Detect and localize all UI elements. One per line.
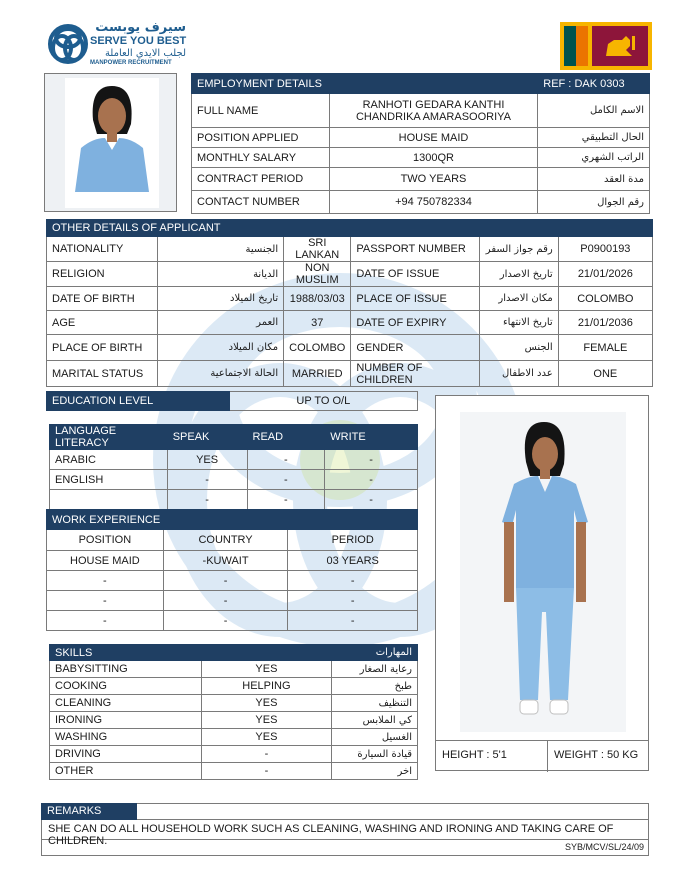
employment-value: RANHOTI GEDARA KANTHI CHANDRIKA AMARASOORIYA: [329, 94, 538, 128]
work-period: -: [288, 611, 418, 631]
detail-value: NON MUSLIM: [284, 262, 351, 287]
remarks-section: [41, 803, 649, 856]
document-code: SYB/MCV/SL/24/09: [41, 840, 649, 856]
details-row: [47, 237, 653, 262]
skill-name: CLEANING: [50, 695, 202, 712]
employment-value: 1300QR: [329, 148, 538, 168]
work-column-header: COUNTRY: [163, 530, 288, 551]
skill-name: COOKING: [50, 678, 202, 695]
work-country: -: [163, 611, 288, 631]
work-position: -: [47, 571, 164, 591]
details-row: [47, 361, 653, 387]
skill-value: YES: [201, 712, 332, 729]
detail-arabic: مكان الاصدار: [479, 287, 558, 311]
language-header: SPEAK: [167, 425, 247, 450]
language-row: [50, 470, 418, 490]
employment-label: MONTHLY SALARY: [192, 148, 330, 168]
work-position: HOUSE MAID: [47, 551, 164, 571]
detail-label: PASSPORT NUMBER: [351, 237, 479, 262]
brand-name: SERVE YOU BEST: [90, 35, 187, 47]
work-row: [47, 611, 418, 631]
employment-arabic-label: رقم الجوال: [538, 191, 650, 214]
work-country: -: [163, 591, 288, 611]
skill-value: -: [201, 763, 332, 780]
employment-row-salary: [192, 148, 650, 168]
details-row: [47, 287, 653, 311]
employment-value: HOUSE MAID: [329, 128, 538, 148]
employment-details-table: [191, 73, 650, 214]
detail-label: DATE OF BIRTH: [47, 287, 158, 311]
detail-arabic: الديانة: [158, 262, 284, 287]
detail-label: PLACE OF ISSUE: [351, 287, 479, 311]
language-row: [50, 450, 418, 470]
detail-value: ONE: [558, 361, 652, 387]
full-body-figure-icon: [460, 412, 626, 732]
skill-row: [50, 746, 418, 763]
detail-value: FEMALE: [558, 335, 652, 361]
detail-arabic: تاريخ الميلاد: [158, 287, 284, 311]
language-speak: -: [167, 470, 247, 490]
work-country: -KUWAIT: [163, 551, 288, 571]
skill-value: -: [201, 746, 332, 763]
ref-value: DAK 0303: [574, 77, 625, 90]
language-header: READ: [247, 425, 325, 450]
employment-label: POSITION APPLIED: [192, 128, 330, 148]
education-table: [46, 391, 418, 411]
language-write: -: [325, 450, 418, 470]
language-write: -: [325, 490, 418, 510]
skill-arabic: رعاية الصغار: [332, 661, 418, 678]
work-experience-table: [46, 509, 418, 631]
brand-sub: MANPOWER RECRUITMENT: [90, 60, 172, 66]
work-row: [47, 591, 418, 611]
employment-label: CONTACT NUMBER: [192, 191, 330, 214]
detail-label: MARITAL STATUS: [47, 361, 158, 387]
weight-label: WEIGHT : 50 KG: [554, 749, 639, 761]
employment-row-contact: [192, 191, 650, 214]
employment-value: TWO YEARS: [329, 168, 538, 191]
applicant-portrait-photo: [44, 73, 177, 212]
skill-name: IRONING: [50, 712, 202, 729]
skill-arabic: اخر: [332, 763, 418, 780]
applicant-full-body-photo: [435, 395, 649, 771]
skill-row: [50, 661, 418, 678]
other-details-header: OTHER DETAILS OF APPLICANT: [47, 220, 351, 237]
detail-label: PLACE OF BIRTH: [47, 335, 158, 361]
detail-value: 21/01/2026: [558, 262, 652, 287]
ref-cell: [538, 74, 650, 94]
skill-row: [50, 695, 418, 712]
work-column-header: PERIOD: [288, 530, 418, 551]
detail-arabic: تاريخ الانتهاء: [479, 311, 558, 335]
work-row: [47, 551, 418, 571]
language-read: -: [247, 490, 325, 510]
brand-arabic-sub: لجلب الايدي العاملة: [104, 48, 186, 59]
employment-row-contract: [192, 168, 650, 191]
employment-value: +94 750782334: [329, 191, 538, 214]
work-position: -: [47, 611, 164, 631]
skill-value: HELPING: [201, 678, 332, 695]
work-period: -: [288, 571, 418, 591]
detail-arabic: رقم جواز السفر: [479, 237, 558, 262]
language-row: [50, 490, 418, 510]
skill-name: BABYSITTING: [50, 661, 202, 678]
detail-arabic: العمر: [158, 311, 284, 335]
language-write: -: [325, 470, 418, 490]
detail-value: SRI LANKAN: [284, 237, 351, 262]
skill-arabic: طبخ: [332, 678, 418, 695]
work-period: -: [288, 591, 418, 611]
language-header: WRITE: [325, 425, 418, 450]
employment-row-position: [192, 128, 650, 148]
language-name: ARABIC: [50, 450, 168, 470]
employment-arabic-label: مدة العقد: [538, 168, 650, 191]
company-logo: [46, 20, 186, 70]
portrait-figure-icon: [45, 74, 176, 211]
brand-arabic-name: سيرف يوبست: [95, 20, 186, 35]
detail-arabic: مكان الميلاد: [158, 335, 284, 361]
remarks-header: REMARKS: [41, 803, 137, 820]
education-value: UP TO O/L: [229, 392, 417, 411]
skill-arabic: قيادة السيارة: [332, 746, 418, 763]
detail-label: DATE OF ISSUE: [351, 262, 479, 287]
work-period: 03 YEARS: [288, 551, 418, 571]
work-row: [47, 571, 418, 591]
language-name: ENGLISH: [50, 470, 168, 490]
details-row: [47, 311, 653, 335]
ref-label: REF :: [543, 77, 572, 90]
detail-label: NATIONALITY: [47, 237, 158, 262]
employment-row-full-name: [192, 94, 650, 128]
height-label: HEIGHT : 5'1: [442, 749, 507, 761]
skill-value: YES: [201, 661, 332, 678]
work-column-header: POSITION: [47, 530, 164, 551]
work-country: -: [163, 571, 288, 591]
detail-value: 1988/03/03: [284, 287, 351, 311]
skill-row: [50, 712, 418, 729]
employment-label: FULL NAME: [192, 94, 330, 128]
detail-value: 37: [284, 311, 351, 335]
skills-table: [49, 644, 418, 780]
skill-value: YES: [201, 729, 332, 746]
employment-details-header: EMPLOYMENT DETAILS: [192, 74, 538, 94]
language-speak: YES: [167, 450, 247, 470]
language-header: LANGUAGE LITERACY: [50, 425, 168, 450]
other-details-table: [46, 219, 653, 387]
employment-arabic-label: الراتب الشهري: [538, 148, 650, 168]
work-position: -: [47, 591, 164, 611]
skill-row: [50, 729, 418, 746]
language-read: -: [247, 470, 325, 490]
language-read: -: [247, 450, 325, 470]
detail-arabic: الجنسية: [158, 237, 284, 262]
detail-label: AGE: [47, 311, 158, 335]
skill-arabic: كي الملابس: [332, 712, 418, 729]
employment-label: CONTRACT PERIOD: [192, 168, 330, 191]
details-row: [47, 335, 653, 361]
detail-label: NUMBER OF CHILDREN: [351, 361, 479, 387]
skill-name: WASHING: [50, 729, 202, 746]
skill-name: DRIVING: [50, 746, 202, 763]
language-speak: -: [167, 490, 247, 510]
skill-name: OTHER: [50, 763, 202, 780]
language-literacy-table: [49, 424, 418, 510]
sri-lanka-flag-icon: [560, 22, 652, 70]
detail-label: RELIGION: [47, 262, 158, 287]
skills-header: SKILLS: [50, 645, 332, 661]
detail-arabic: تاريخ الاصدار: [479, 262, 558, 287]
detail-value: P0900193: [558, 237, 652, 262]
skill-arabic: الغسيل: [332, 729, 418, 746]
work-experience-header: WORK EXPERIENCE: [47, 510, 288, 530]
detail-value: COLOMBO: [284, 335, 351, 361]
detail-arabic: عدد الاطفال: [479, 361, 558, 387]
skill-row: [50, 763, 418, 780]
detail-arabic: الجنس: [479, 335, 558, 361]
detail-label: DATE OF EXPIRY: [351, 311, 479, 335]
remarks-text: SHE CAN DO ALL HOUSEHOLD WORK SUCH AS CLEANING, WASHING AND IRONING AND TAKING CARE OF CHILDREN.: [41, 820, 649, 840]
detail-arabic: الحالة الاجتماعية: [158, 361, 284, 387]
detail-label: GENDER: [351, 335, 479, 361]
details-row: [47, 262, 653, 287]
skill-value: YES: [201, 695, 332, 712]
skills-header-arabic: المهارات: [332, 645, 418, 661]
detail-value: 21/01/2036: [558, 311, 652, 335]
employment-arabic-label: الحال التطبيقي: [538, 128, 650, 148]
detail-value: MARRIED: [284, 361, 351, 387]
logo-mark-icon: [46, 22, 90, 66]
employment-arabic-label: الاسم الكامل: [538, 94, 650, 128]
language-name: [50, 490, 168, 510]
skill-arabic: التنظيف: [332, 695, 418, 712]
detail-value: COLOMBO: [558, 287, 652, 311]
education-label: EDUCATION LEVEL: [47, 392, 230, 411]
skill-row: [50, 678, 418, 695]
